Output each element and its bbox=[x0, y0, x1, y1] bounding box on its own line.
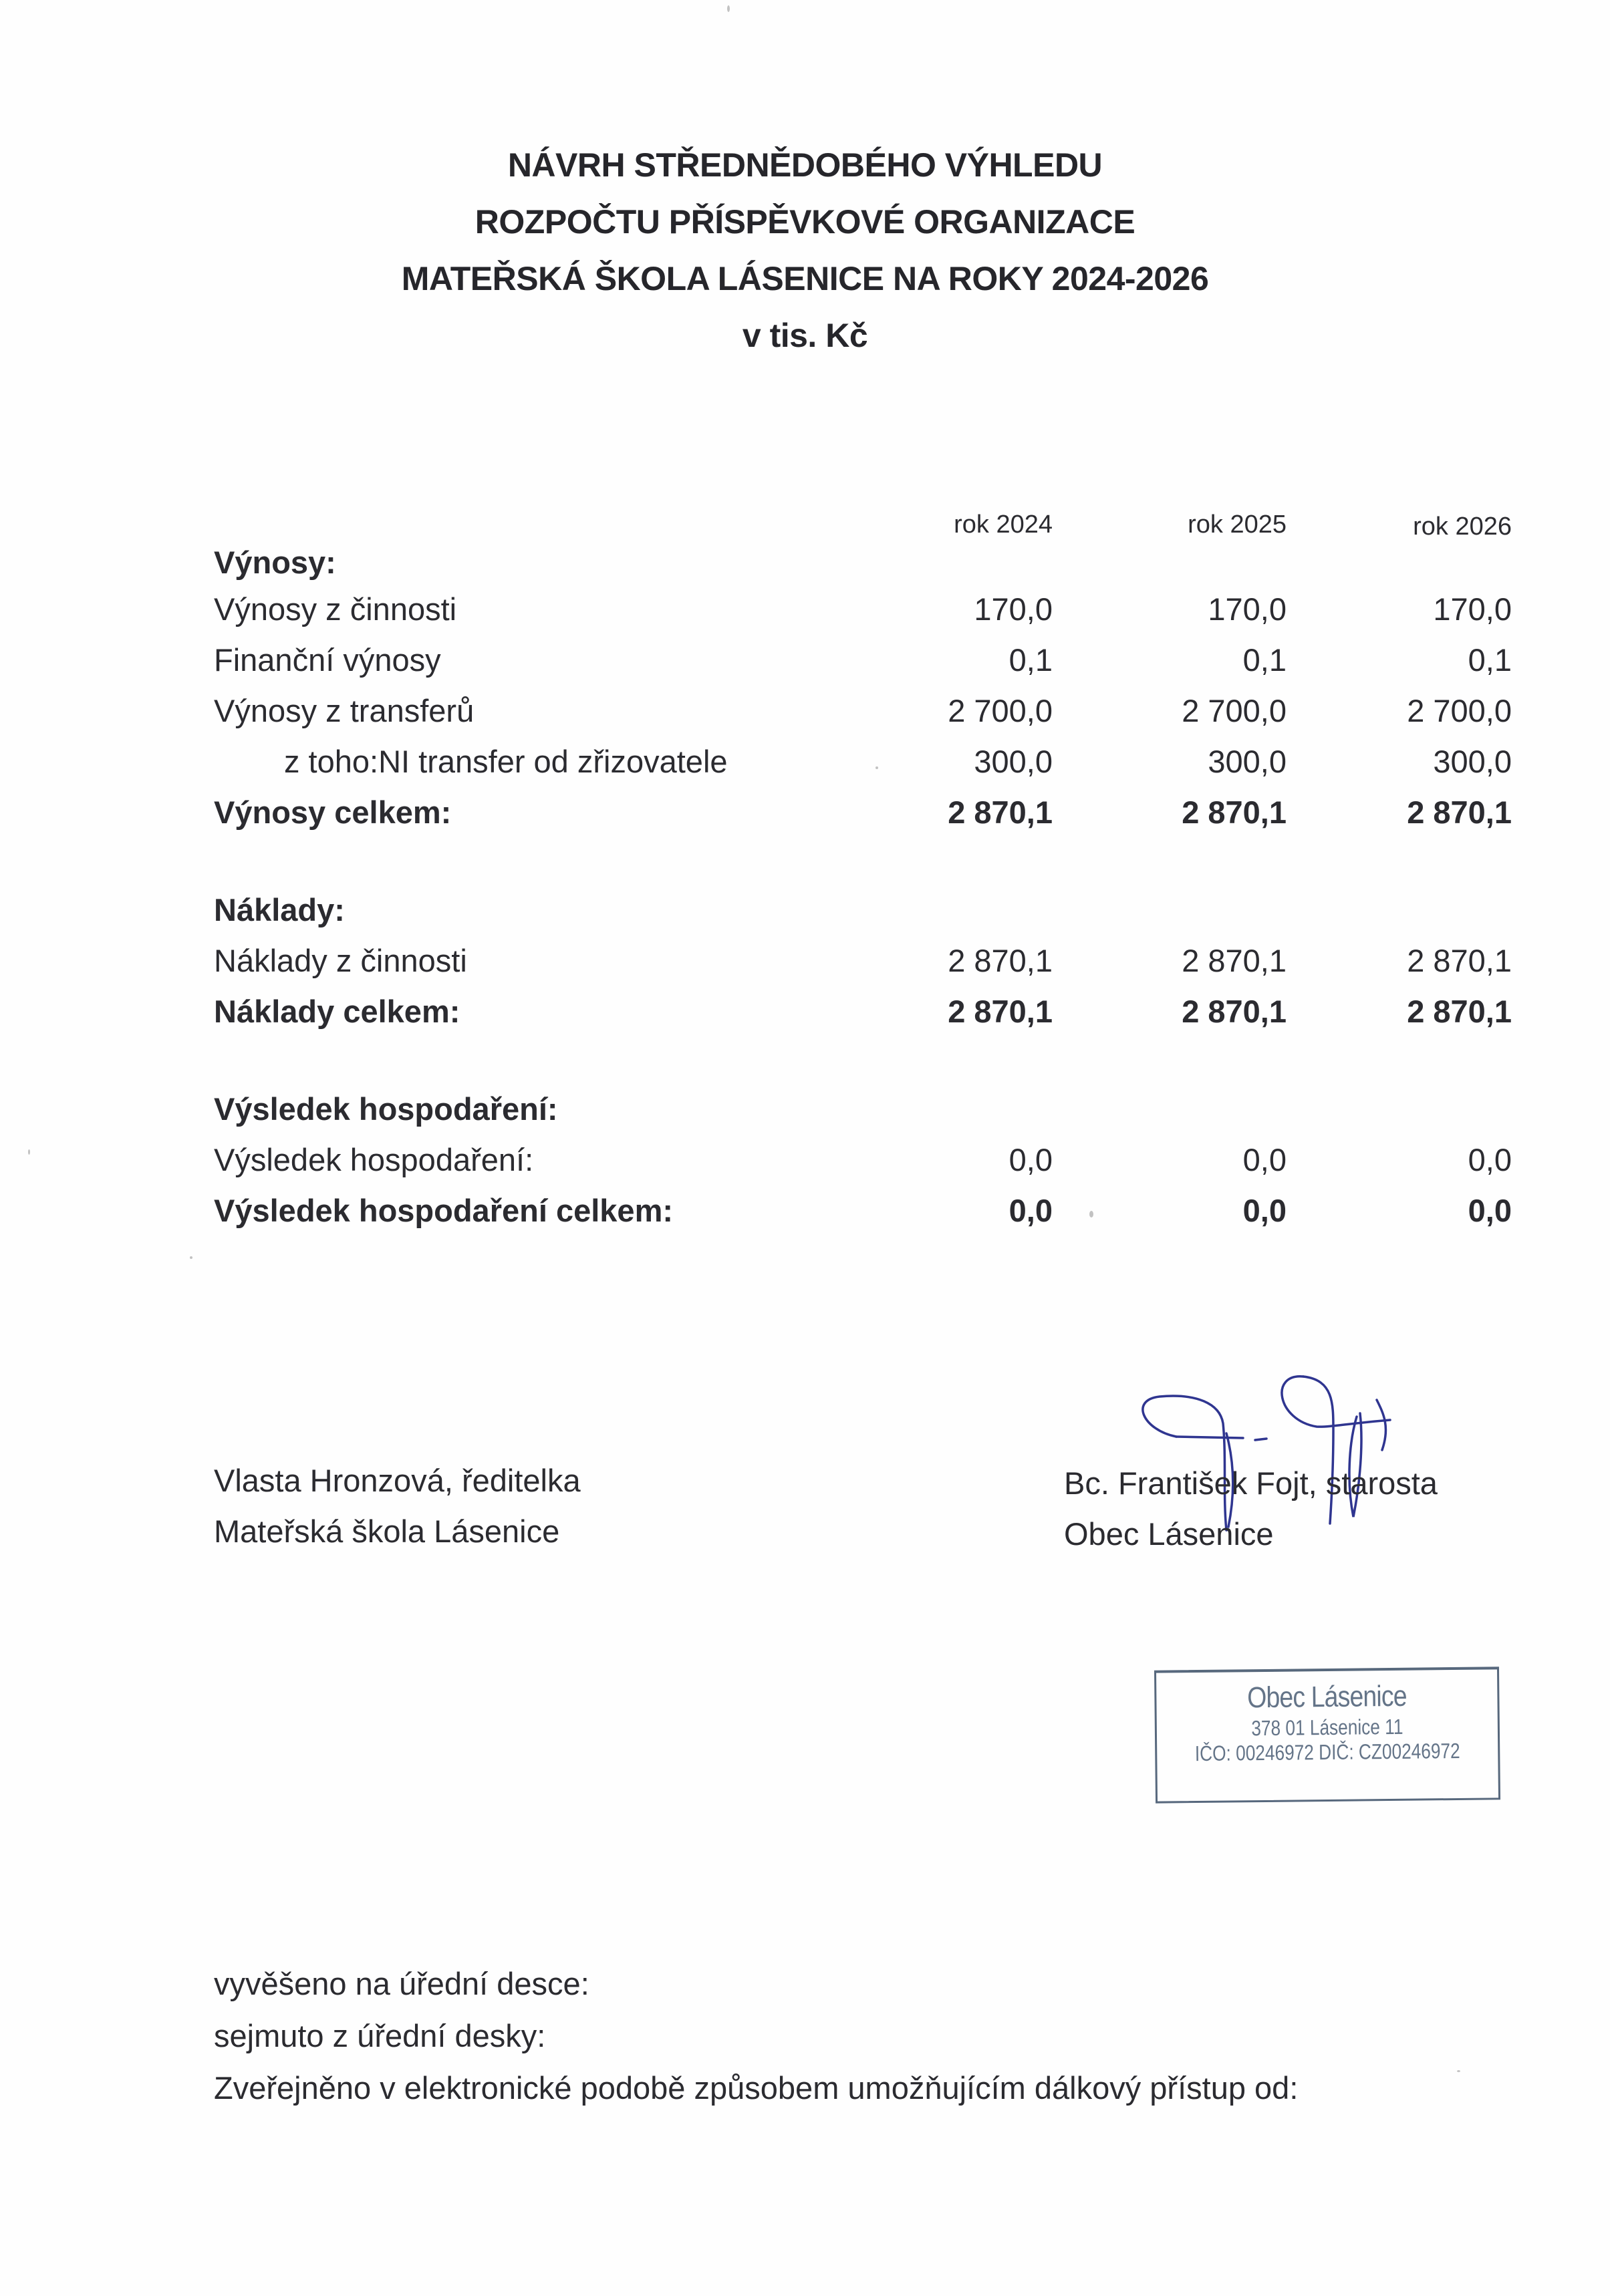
total-2025: 0,0 bbox=[1242, 1193, 1287, 1228]
table-row bbox=[214, 635, 1517, 686]
section-heading-label: Výsledek hospodaření: bbox=[214, 1091, 558, 1127]
scan-speck bbox=[1089, 1211, 1093, 1217]
section-spacer bbox=[214, 1037, 1517, 1084]
total-2025: 2 870,1 bbox=[1182, 795, 1287, 830]
cell-2026: 0,0 bbox=[1468, 1142, 1512, 1177]
cell-2024: 0,1 bbox=[1009, 642, 1053, 678]
total-2026: 2 870,1 bbox=[1407, 795, 1512, 830]
scan-speck bbox=[1457, 2070, 1460, 2072]
column-header-2026: rok 2026 bbox=[1413, 513, 1512, 541]
cell-2025: 2 870,1 bbox=[1182, 943, 1287, 978]
mayor-name-role: Bc. František Fojt, starosta bbox=[1064, 1465, 1438, 1501]
cell-2024: 0,0 bbox=[1009, 1142, 1053, 1177]
signatory-mayor bbox=[1064, 1458, 1438, 1560]
column-header-2025: rok 2025 bbox=[1188, 511, 1287, 539]
budget-table bbox=[214, 508, 1517, 1236]
total-row-revenues bbox=[214, 787, 1517, 838]
cell-2025: 2 700,0 bbox=[1182, 693, 1287, 728]
row-label: Náklady z činnosti bbox=[214, 943, 467, 978]
scan-speck bbox=[190, 1256, 192, 1259]
title-unit: v tis. Kč bbox=[742, 317, 868, 354]
total-2025: 2 870,1 bbox=[1182, 994, 1287, 1029]
scan-speck bbox=[876, 766, 878, 769]
stamp-municipality: Obec Lásenice bbox=[1246, 1679, 1407, 1715]
table-row bbox=[214, 584, 1517, 635]
stamp-address: 378 01 Lásenice 11 bbox=[1251, 1714, 1403, 1741]
section-heading-revenues bbox=[214, 537, 1517, 584]
section-spacer bbox=[214, 838, 1517, 885]
scan-speck bbox=[28, 1149, 30, 1155]
section-heading-label: Výnosy: bbox=[214, 545, 336, 580]
title-line-2: ROZPOČTU PŘÍSPĚVKOVÉ ORGANIZACE bbox=[475, 203, 1135, 241]
row-label: z toho:NI transfer od zřizovatele bbox=[284, 744, 728, 779]
total-2024: 2 870,1 bbox=[948, 994, 1053, 1029]
total-label: Náklady celkem: bbox=[214, 994, 460, 1029]
scan-speck bbox=[727, 5, 730, 12]
table-row bbox=[214, 936, 1517, 986]
table-row bbox=[214, 736, 1517, 787]
cell-2026: 170,0 bbox=[1433, 591, 1512, 627]
director-organization: Mateřská škola Lásenice bbox=[214, 1514, 560, 1549]
director-name-role: Vlasta Hronzová, ředitelka bbox=[214, 1463, 581, 1498]
total-2024: 0,0 bbox=[1009, 1193, 1053, 1228]
cell-2024: 2 700,0 bbox=[948, 693, 1053, 728]
total-row-costs bbox=[214, 986, 1517, 1037]
note-published-online: Zveřejněno v elektronické podobě způsobem umožňujícím dálkový přístup od: bbox=[214, 2070, 1299, 2106]
mayor-organization: Obec Lásenice bbox=[1064, 1516, 1274, 1552]
note-removed: sejmuto z úřední desky: bbox=[214, 2018, 546, 2053]
cell-2026: 300,0 bbox=[1433, 744, 1512, 779]
cell-2025: 0,1 bbox=[1242, 642, 1287, 678]
title-line-3: MATEŘSKÁ ŠKOLA LÁSENICE NA ROKY 2024-2026 bbox=[401, 260, 1209, 297]
section-heading-costs bbox=[214, 885, 1517, 936]
stamp-ids: IČO: 00246972 DIČ: CZ00246972 bbox=[1194, 1738, 1460, 1766]
signatory-director bbox=[214, 1455, 581, 1557]
row-label: Výnosy z činnosti bbox=[214, 591, 457, 627]
total-row-result bbox=[214, 1185, 1517, 1236]
cell-2024: 2 870,1 bbox=[948, 943, 1053, 978]
total-2024: 2 870,1 bbox=[948, 795, 1053, 830]
cell-2025: 170,0 bbox=[1208, 591, 1287, 627]
cell-2024: 300,0 bbox=[974, 744, 1053, 779]
row-label: Výnosy z transferů bbox=[214, 693, 475, 728]
total-label: Výsledek hospodaření celkem: bbox=[214, 1193, 674, 1228]
cell-2026: 2 870,1 bbox=[1407, 943, 1512, 978]
cell-2024: 170,0 bbox=[974, 591, 1053, 627]
cell-2025: 300,0 bbox=[1208, 744, 1287, 779]
posting-notes bbox=[214, 1958, 1298, 2114]
column-header-2024: rok 2024 bbox=[954, 511, 1053, 539]
total-2026: 0,0 bbox=[1468, 1193, 1512, 1228]
total-label: Výnosy celkem: bbox=[214, 795, 452, 830]
section-heading-result bbox=[214, 1084, 1517, 1135]
cell-2026: 2 700,0 bbox=[1407, 693, 1512, 728]
section-heading-label: Náklady: bbox=[214, 892, 345, 927]
table-row bbox=[214, 686, 1517, 736]
official-stamp bbox=[1154, 1667, 1500, 1803]
row-label: Výsledek hospodaření: bbox=[214, 1142, 534, 1177]
cell-2026: 0,1 bbox=[1468, 642, 1512, 678]
cell-2025: 0,0 bbox=[1242, 1142, 1287, 1177]
table-row bbox=[214, 1135, 1517, 1185]
total-2026: 2 870,1 bbox=[1407, 994, 1512, 1029]
row-label: Finanční výnosy bbox=[214, 642, 441, 678]
note-posted: vyvěšeno na úřední desce: bbox=[214, 1966, 589, 2001]
title-line-1: NÁVRH STŘEDNĚDOBÉHO VÝHLEDU bbox=[507, 146, 1103, 184]
document-title bbox=[0, 137, 1610, 364]
